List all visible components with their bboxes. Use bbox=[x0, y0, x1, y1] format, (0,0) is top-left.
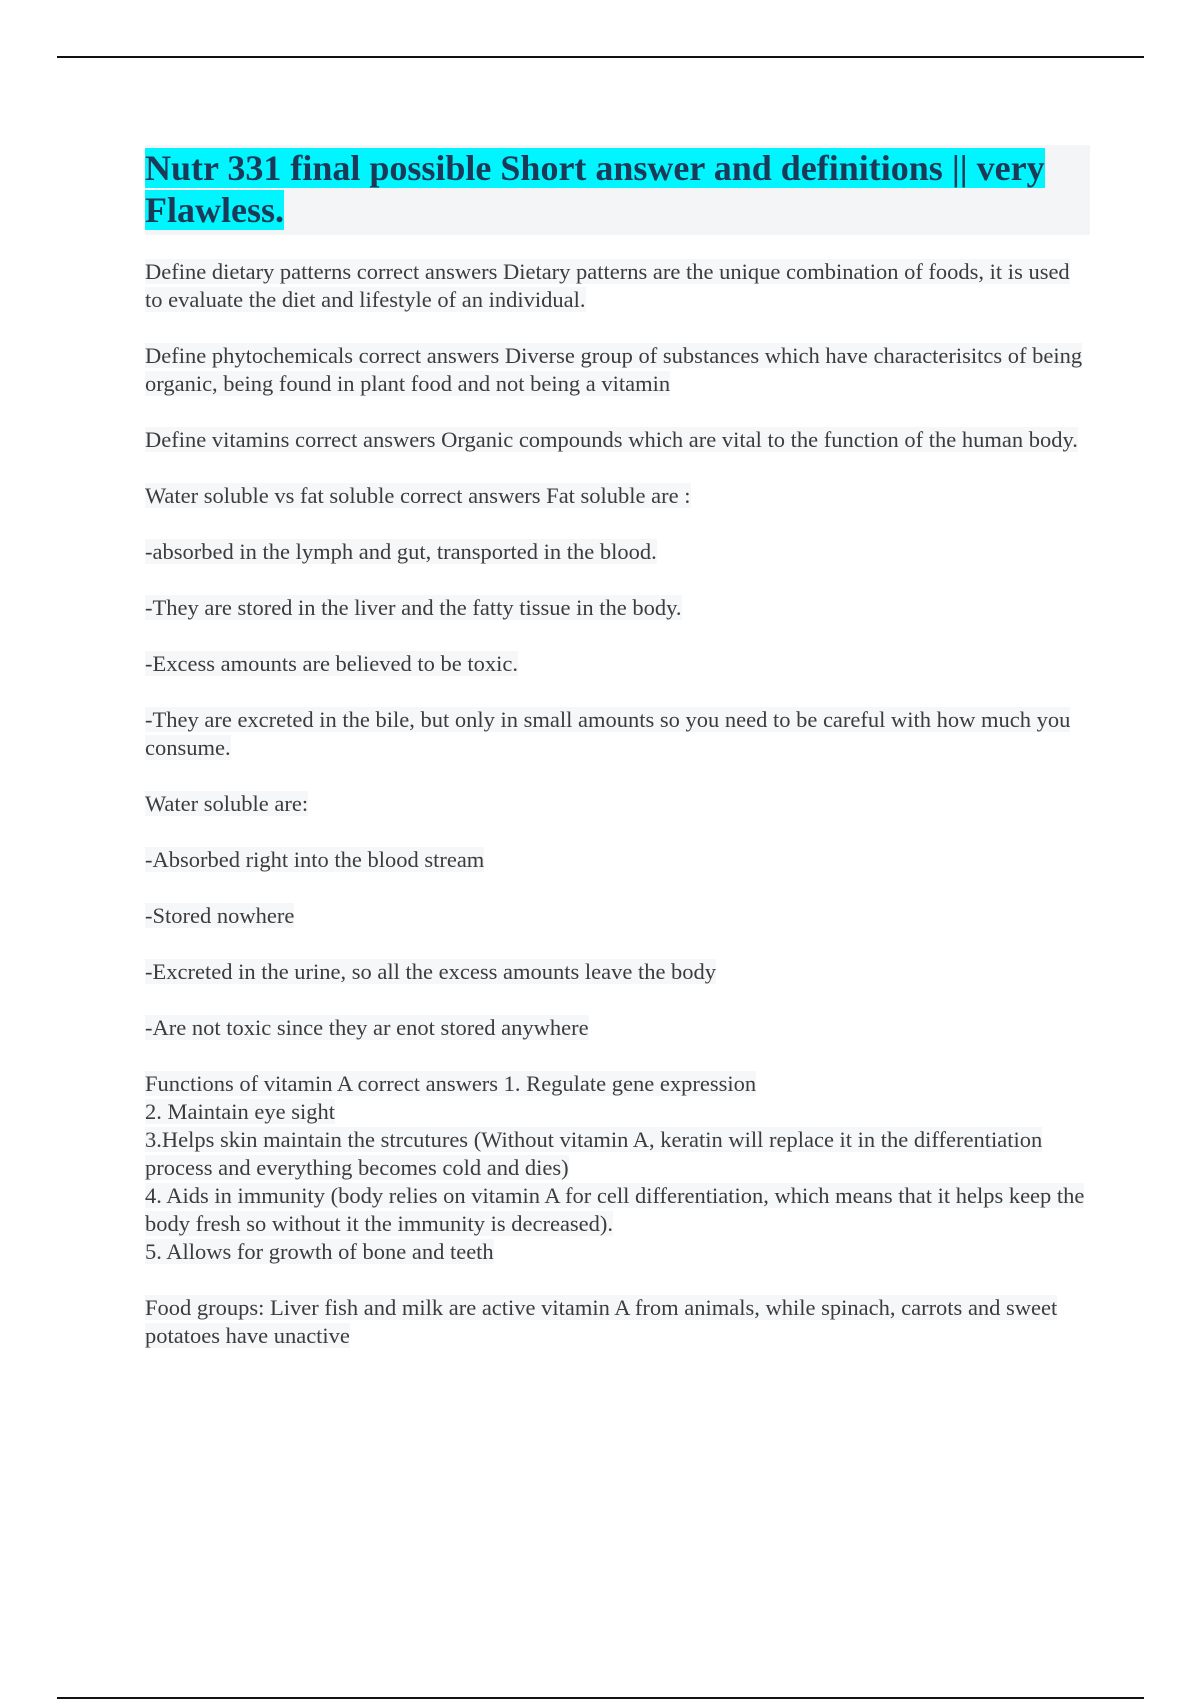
vitamin-a-functions bbox=[145, 1070, 1085, 1266]
document-title: Nutr 331 final possible Short answer and definitions || very Flawless. bbox=[145, 148, 1045, 230]
paragraph-food-groups: Food groups: Liver fish and milk are active vitamin A from animals, while spinach, carrots and sweet potatoes have unactive bbox=[145, 1295, 1058, 1348]
fat-soluble-point-2: -They are stored in the liver and the fatty tissue in the body. bbox=[145, 595, 682, 620]
paragraph-water-vs-fat: Water soluble vs fat soluble correct answers Fat soluble are : bbox=[145, 483, 691, 508]
bottom-rule bbox=[57, 1697, 1144, 1699]
paragraph-vitamins: Define vitamins correct answers Organic compounds which are vital to the function of the human body. bbox=[145, 427, 1078, 452]
fat-soluble-point-3: -Excess amounts are believed to be toxic. bbox=[145, 651, 518, 676]
paragraph-phytochemicals: Define phytochemicals correct answers Diverse group of substances which have characterisitcs of being organic, being found in plant food and not being a vitamin bbox=[145, 343, 1083, 396]
fat-soluble-point-4: -They are excreted in the bile, but only in small amounts so you need to be careful with how much you consume. bbox=[145, 707, 1071, 760]
vitamin-a-function-line: 5. Allows for growth of bone and teeth bbox=[145, 1239, 494, 1264]
fat-soluble-point-1: -absorbed in the lymph and gut, transported in the blood. bbox=[145, 539, 657, 564]
water-soluble-point-1: -Absorbed right into the blood stream bbox=[145, 847, 485, 872]
water-soluble-point-2: -Stored nowhere bbox=[145, 903, 295, 928]
top-rule bbox=[57, 56, 1144, 58]
document-body bbox=[145, 258, 1085, 1378]
title-block bbox=[145, 145, 1090, 235]
vitamin-a-function-line: Functions of vitamin A correct answers 1. Regulate gene expression bbox=[145, 1071, 757, 1096]
paragraph-dietary-patterns: Define dietary patterns correct answers Dietary patterns are the unique combination of foods, it is used to evaluate the diet and lifestyle of an individual. bbox=[145, 259, 1070, 312]
water-soluble-point-4: -Are not toxic since they ar enot stored anywhere bbox=[145, 1015, 589, 1040]
water-soluble-point-3: -Excreted in the urine, so all the excess amounts leave the body bbox=[145, 959, 717, 984]
paragraph-water-soluble: Water soluble are: bbox=[145, 791, 309, 816]
vitamin-a-function-line: 2. Maintain eye sight bbox=[145, 1099, 335, 1124]
vitamin-a-function-line: 3.Helps skin maintain the strcutures (Without vitamin A, keratin will replace it in the differentiation process and everything becomes cold and dies) bbox=[145, 1127, 1043, 1180]
vitamin-a-function-line: 4. Aids in immunity (body relies on vitamin A for cell differentiation, which means that it helps keep the body fresh so without it the immunity is decreased). bbox=[145, 1183, 1085, 1236]
